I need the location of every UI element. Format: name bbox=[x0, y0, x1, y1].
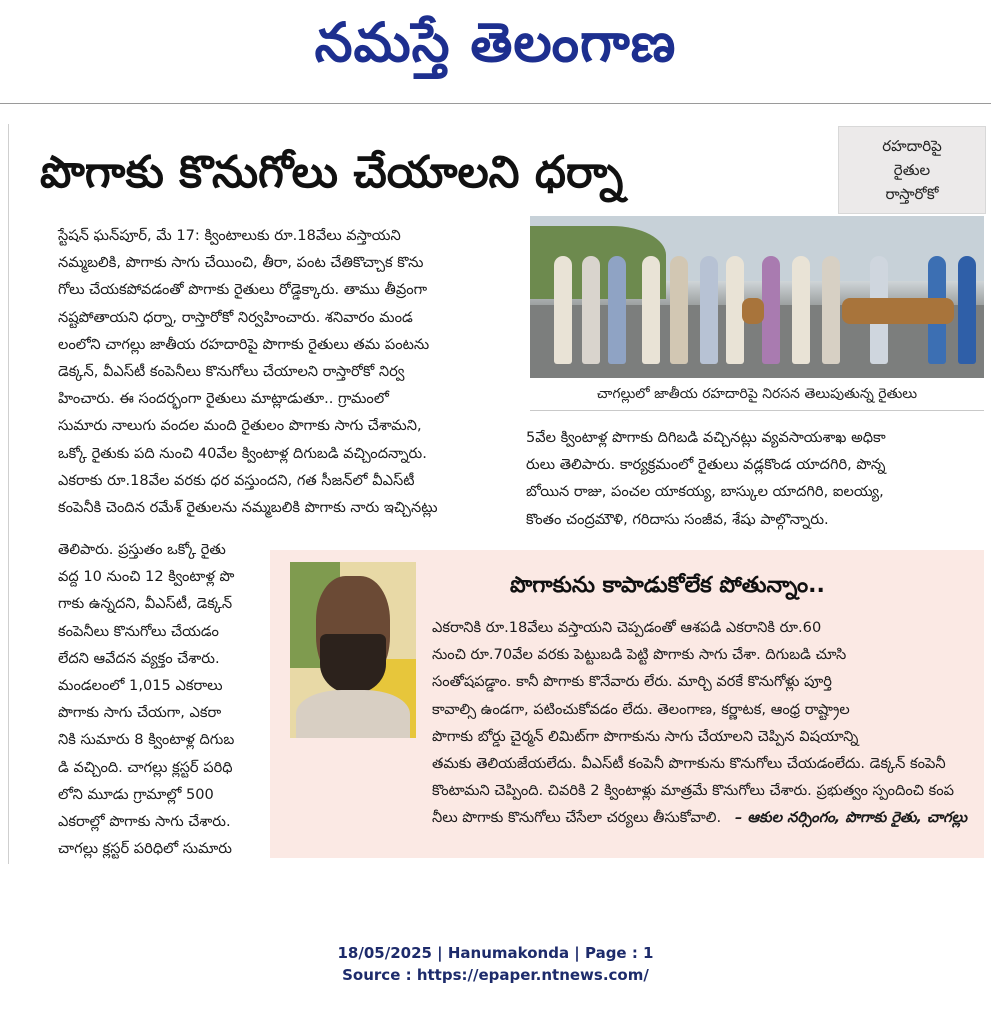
photo-farmer bbox=[700, 256, 718, 364]
body-line: నికి సుమారు 8 క్వింటాళ్ల దిగుబ bbox=[58, 731, 235, 749]
article-body-continued bbox=[58, 536, 258, 862]
body-line: వద్ద 10 నుంచి 12 క్వింటాళ్ల పొ bbox=[58, 568, 235, 586]
body-line: ఎకరాకు రూ.18వేల వరకు ధర వస్తుందని, గత సీజన్‌లో వీఎస్‌టీ bbox=[58, 471, 415, 489]
newspaper-logo: నమస్తే తెలంగాణ bbox=[314, 11, 677, 74]
photo-farmer bbox=[670, 256, 688, 364]
portrait-shirt bbox=[296, 690, 410, 738]
photo-farmer bbox=[822, 256, 840, 364]
body-line: రులు తెలిపారు. కార్యక్రమంలో రైతులు వడ్లకొండ యాదగిరి, పొన్న bbox=[526, 456, 886, 474]
body-line: సుమారు నాలుగు వందల మంది రైతులం పొగాకు సాగు చేశామని, bbox=[58, 417, 422, 435]
body-line: గోలు చేయకపోవడంతో పొగాకు రైతులు రోడ్డెక్కారు. తాము తీవ్రంగా bbox=[58, 281, 428, 299]
photo-farmer bbox=[582, 256, 600, 364]
body-line: హించారు. ఈ సందర్భంగా రైతులు మాట్లాడుతూ.. గ్రామంలో bbox=[58, 390, 389, 408]
body-line: తెలిపారు. ప్రస్తుతం ఒక్కో రైతు bbox=[58, 541, 226, 558]
kicker-box bbox=[838, 126, 986, 214]
kicker-line: రైతుల bbox=[893, 161, 931, 179]
body-line: పొగాకు సాగు చేయగా, ఎకరా bbox=[58, 704, 222, 722]
body-line: మండలంలో 1,015 ఎకరాలు bbox=[58, 677, 223, 695]
body-line: డి వచ్చింది. చాగల్లు క్లస్టర్ పరిధి bbox=[58, 758, 233, 776]
body-line: ఎకరాల్లో పొగాకు సాగు చేశారు. bbox=[58, 813, 231, 831]
tobacco-bundle bbox=[842, 298, 954, 324]
body-line: కొంతం చంద్రమౌళి, గరిదాసు సంజీవ, శేషు పాల్గొన్నారు. bbox=[526, 510, 829, 528]
photo-farmer bbox=[608, 256, 626, 364]
tobacco-bundle bbox=[742, 298, 764, 324]
photo-farmer bbox=[958, 256, 976, 364]
source-link[interactable]: Source : https://epaper.ntnews.com/ bbox=[342, 966, 649, 984]
page-footer bbox=[0, 942, 991, 986]
quote-line bbox=[432, 804, 968, 831]
quote-line: నుంచి రూ.70వేల వరకు పెట్టుబడి పెట్టి పొగాకు సాగు చేశా. దిగుబడి చూసి bbox=[432, 646, 847, 664]
kicker-line: రాస్తారోకో bbox=[885, 185, 939, 203]
body-line: లంలోని చాగల్లు జాతీయ రహదారిపై పొగాకు రైతులు తమ పంటను bbox=[58, 335, 430, 353]
body-line: గాకు ఉన్నదని, వీఎస్‌టీ, డెక్కన్ bbox=[58, 595, 233, 613]
photo-farmer bbox=[792, 256, 810, 364]
quote-line: కొంటామని చెప్పింది. చివరికి 2 క్వింటాళ్లు మాత్రమే కొనుగోలు చేశారు. ప్రభుత్వం స్పందించి కంప bbox=[432, 782, 954, 800]
body-line: కంపెనీకి చెందిన రమేశ్ రైతులను నమ్మబలికి పొగాకు నారు ఇచ్చినట్లు bbox=[58, 499, 438, 517]
masthead bbox=[0, 0, 991, 100]
photo-farmer bbox=[554, 256, 572, 364]
edition-info: 18/05/2025 | Hanumakonda | Page : 1 bbox=[337, 944, 654, 962]
kicker-line: రహదారిపై bbox=[882, 137, 942, 155]
body-line: నష్టపోతాయని ధర్నా, రాస్తారోకో నిర్వహించారు. శనివారం మండ bbox=[58, 308, 413, 326]
quote-line: కావాల్సి ఉండగా, పటించుకోవడం లేదు. తెలంగాణ, కర్ణాటక, ఆంధ్ర రాష్ట్రాల bbox=[432, 700, 850, 718]
quote-line: పొగాకు బోర్డు చైర్మన్ లిమిట్‌గా పొగాకును సాగు చేయాలని చెప్పిన విషయాన్ని bbox=[432, 727, 859, 745]
photo-farmer bbox=[762, 256, 780, 364]
body-line: లోని మూడు గ్రామాల్లో 500 bbox=[58, 785, 214, 803]
quote-line: ఎకరానికి రూ.18వేలు వస్తాయని చెప్పడంతో ఆశపడి ఎకరానికి రూ.60 bbox=[432, 619, 822, 636]
body-line: లేదని ఆవేదన వ్యక్తం చేశారు. bbox=[58, 649, 220, 667]
quote-text: నీలు పొగాకు కొనుగోలు చేసేలా చర్యలు తీసుకోవాలి. bbox=[432, 809, 722, 827]
quote-body bbox=[432, 614, 968, 832]
body-line: డెక్కన్, వీఎస్‌టీ కంపెనీలు కొనుగోలు చేయాలని రాస్తారోకో నిర్వ bbox=[58, 363, 405, 381]
protest-photo bbox=[530, 216, 984, 378]
body-line: 5వేల క్వింటాళ్ల పొగాకు దిగిబడి వచ్చినట్లు వ్యవసాయశాఖ అధికా bbox=[526, 429, 886, 446]
quote-byline: – ఆకుల నర్సింగం, పొగాకు రైతు, చాగల్లు bbox=[735, 809, 968, 827]
masthead-divider bbox=[0, 103, 991, 104]
quote-title: పొగాకును కాపాడుకోలేక పోతున్నాం.. bbox=[510, 573, 825, 598]
body-line: నమ్మబలికి, పొగాకు సాగు చేయించి, తీరా, పంట చేతికొచ్చాక కొను bbox=[58, 254, 424, 272]
article-body bbox=[58, 222, 500, 521]
quote-line: సంతోషపడ్డాం. కానీ పొగాకు కొనేవారు లేరు. మార్చి వరకే కొనుగోళ్లు పూర్తి bbox=[432, 673, 832, 691]
farmer-portrait bbox=[290, 562, 416, 738]
portrait-beard bbox=[320, 634, 386, 694]
quote-line: తమకు తెలియజేయలేదు. వీఎస్‌టీ కంపెనీ పొగాకును కొనుగోలు చేయడంలేదు. డెక్కన్ కంపెనీ bbox=[432, 755, 946, 773]
photo-caption: చాగల్లులో జాతీయ రహదారిపై నిరసన తెలుపుతున్న రైతులు bbox=[530, 378, 984, 411]
clip-border bbox=[8, 124, 9, 864]
body-line: కంపెనీలు కొనుగోలు చేయడం bbox=[58, 622, 219, 640]
photo-farmer bbox=[642, 256, 660, 364]
body-line: స్టేషన్ ఘన్‌పూర్, మే 17: క్వింటాలుకు రూ.18వేలు వస్తాయని bbox=[58, 227, 401, 244]
article-body-right bbox=[526, 424, 980, 533]
body-line: బోయిన రాజు, పంచల యాకయ్య, బాస్కుల యాదగిరి, ఐలయ్య, bbox=[526, 483, 884, 501]
body-line: చాగల్లు క్లస్టర్ పరిధిలో సుమారు bbox=[58, 840, 232, 858]
body-line: ఒక్కో రైతుకు పది నుంచి 40వేల క్వింటాళ్ల దిగుబడి వచ్చిందన్నారు. bbox=[58, 444, 427, 462]
article-headline: పొగాకు కొనుగోలు చేయాలని ధర్నా bbox=[40, 147, 624, 198]
